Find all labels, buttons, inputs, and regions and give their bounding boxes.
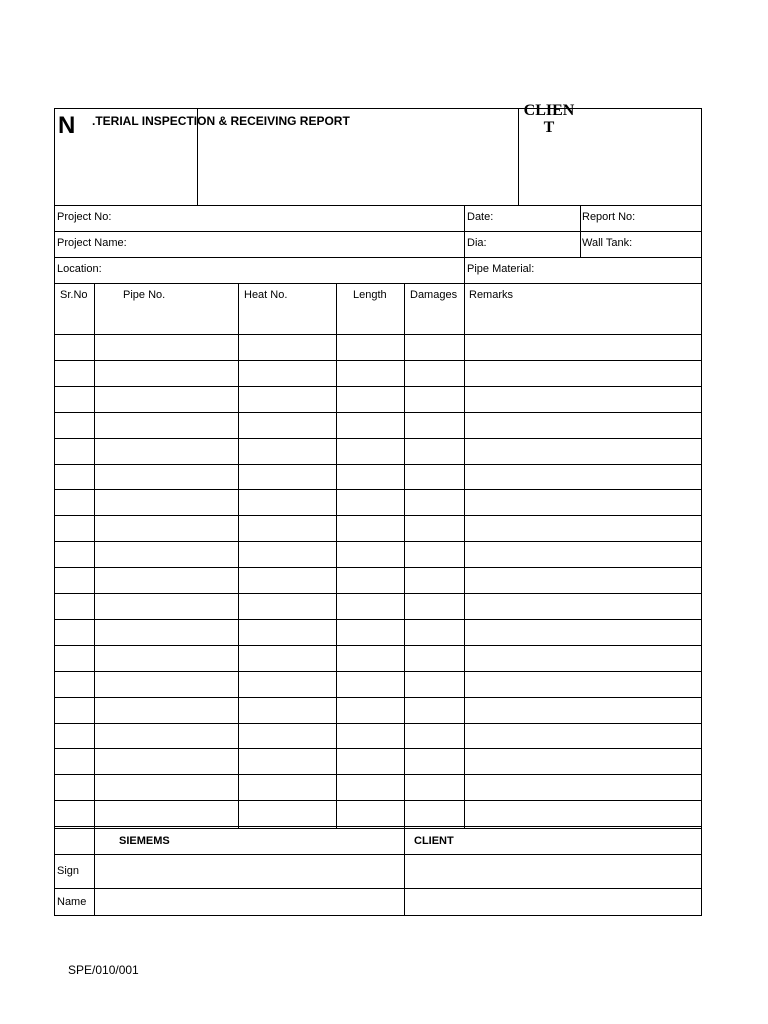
col-header-pipe-no: Pipe No. [123, 289, 166, 301]
sign-label: Sign [57, 865, 80, 877]
info-line-1 [54, 205, 702, 206]
client-logo-line2: T [543, 119, 555, 136]
signoff-divider-left [94, 828, 95, 916]
table-row-line [54, 619, 702, 620]
table-row-line [54, 697, 702, 698]
signoff-line-3 [54, 888, 702, 889]
signoff-line-2 [54, 854, 702, 855]
col-header-heat-no: Heat No. [244, 289, 288, 301]
table-column-line [464, 283, 465, 828]
table-row-line [54, 748, 702, 749]
location-label: Location: [57, 263, 102, 275]
info-line-4 [54, 283, 702, 284]
col-header-damages: Damages [410, 289, 458, 301]
pipe-material-label: Pipe Material: [467, 263, 535, 275]
table-row-line [54, 386, 702, 387]
table-column-line [336, 283, 337, 828]
table-row-line [54, 800, 702, 801]
table-row-line [54, 826, 702, 827]
signoff-line-1 [54, 828, 702, 829]
border-right [701, 108, 702, 916]
company-logo: N [58, 112, 76, 139]
table-row-line [54, 645, 702, 646]
table-row-line [54, 723, 702, 724]
date-label: Date: [467, 211, 494, 223]
table-row-line [54, 567, 702, 568]
info-line-2 [54, 231, 702, 232]
table-row-line [54, 464, 702, 465]
table-row-line [54, 360, 702, 361]
project-no-label: Project No: [57, 211, 112, 223]
border-top [54, 108, 702, 109]
table-row-line [54, 489, 702, 490]
table-row-line [54, 593, 702, 594]
info-divider-report [580, 205, 581, 257]
table-row-line [54, 515, 702, 516]
table-row-line [54, 541, 702, 542]
col-header-sr-no: Sr.No [60, 289, 88, 301]
client-logo-line1: CLIEN [523, 102, 575, 119]
info-line-3 [54, 257, 702, 258]
signoff-divider-mid [404, 828, 405, 916]
table-row-line [54, 412, 702, 413]
document-code: SPE/010/001 [68, 963, 139, 977]
col-header-remarks: Remarks [469, 289, 514, 301]
client-label: CLIENT [414, 835, 454, 847]
table-column-line [238, 283, 239, 828]
name-label: Name [57, 896, 87, 908]
table-column-line [404, 283, 405, 828]
table-row-line [54, 334, 702, 335]
col-header-length: Length [353, 289, 387, 301]
border-left [54, 108, 55, 916]
dia-label: Dia: [467, 237, 487, 249]
report-no-label: Report No: [582, 211, 636, 223]
info-divider-date [464, 205, 465, 283]
table-row-line [54, 774, 702, 775]
wall-tank-label: Wall Tank: [582, 237, 633, 249]
siemens-label: SIEMEMS [119, 835, 170, 847]
table-row-line [54, 438, 702, 439]
table-column-line [94, 283, 95, 828]
table-row-line [54, 671, 702, 672]
project-name-label: Project Name: [57, 237, 127, 249]
report-title: .TERIAL INSPECTION & RECEIVING REPORT [92, 114, 350, 128]
border-bottom [54, 915, 702, 916]
